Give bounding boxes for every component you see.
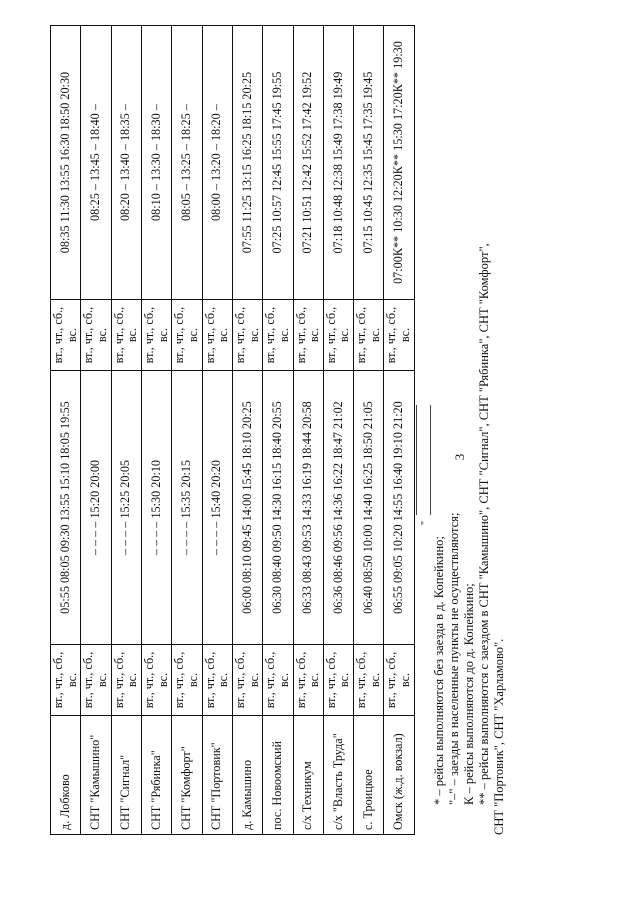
times-out-cell: 06:30 08:40 09:50 14:30 16:15 18:40 20:55	[263, 371, 293, 645]
times-out-cell: – – – – 15:35 20:15	[172, 371, 202, 645]
times-back-cell: 07:25 10:57 12:45 15:55 17:45 19:55	[263, 26, 293, 300]
table-row	[263, 26, 293, 835]
times-back-cell: 07:21 10:51 12:42 15:52 17:42 19:52	[293, 26, 323, 300]
times-back-cell: 08:25 – 13:45 – 18:40 –	[81, 26, 111, 300]
times-out-cell: 06:40 08:50 10:00 14:40 16:25 18:50 21:05	[354, 371, 384, 645]
days-back-cell: вт., чт., сб., вс.	[172, 300, 202, 371]
table-row	[323, 26, 353, 835]
days-out-cell: вт., чт., сб., вс.	[111, 645, 141, 716]
times-out-cell: – – – – 15:20 20:00	[81, 371, 111, 645]
table-row	[111, 26, 141, 835]
table-row	[384, 26, 414, 835]
table-row	[172, 26, 202, 835]
signature-quote-mark: "	[420, 520, 431, 525]
days-back-cell: вт., чт., сб., вс.	[384, 300, 414, 371]
days-back-cell: вт., чт., сб., вс.	[293, 300, 323, 371]
table-row	[232, 26, 262, 835]
times-out-cell: – – – – 15:30 20:10	[141, 371, 171, 645]
days-back-cell: вт., чт., сб., вс.	[81, 300, 111, 371]
table-row	[141, 26, 171, 835]
days-out-cell: вт., чт., сб., вс.	[202, 645, 232, 716]
timetable-body	[51, 26, 415, 835]
stop-name-cell: с. Троицкое	[354, 716, 384, 835]
times-out-cell: 06:33 08:43 09:53 14:33 16:19 18:44 20:58	[293, 371, 323, 645]
days-back-cell: вт., чт., сб., вс.	[141, 300, 171, 371]
stop-name-cell: СНТ "Портовик"	[202, 716, 232, 835]
footnote-line: "–" – заезды в населенные пункты не осуществляются;	[447, 512, 461, 805]
times-out-cell: – – – – 15:25 20:05	[111, 371, 141, 645]
days-back-cell: вт., чт., сб., вс.	[354, 300, 384, 371]
table-row	[354, 26, 384, 835]
times-back-cell: 08:00 – 13:20 – 18:20 –	[202, 26, 232, 300]
times-back-cell: 08:05 – 13:25 – 18:25 –	[172, 26, 202, 300]
signature-line	[430, 405, 431, 515]
days-out-cell: вт., чт., сб., вс.	[293, 645, 323, 716]
footnotes	[432, 15, 507, 835]
times-out-cell: 05:55 08:05 09:30 13:55 15:10 18:05 19:55	[51, 371, 81, 645]
footnote-line: К – рейсы выполняются до д. Копейкино;	[462, 583, 476, 805]
days-out-cell: вт., чт., сб., вс.	[81, 645, 111, 716]
stop-name-cell: д. Камышино	[232, 716, 262, 835]
days-back-cell: вт., чт., сб., вс.	[232, 300, 262, 371]
days-back-cell: вт., чт., сб., вс.	[51, 300, 81, 371]
days-out-cell: вт., чт., сб., вс.	[384, 645, 414, 716]
page-number: 3	[452, 453, 467, 461]
times-out-cell: 06:55 09:05 10:20 14:55 16:40 19:10 21:20	[384, 371, 414, 645]
signature-area	[412, 375, 432, 525]
table-row	[293, 26, 323, 835]
times-out-cell: 06:00 08:10 09:45 14:00 15:45 18:10 20:25	[232, 371, 262, 645]
stop-name-cell: с/х Техникум	[293, 716, 323, 835]
stop-name-cell: пос. Новоомский	[263, 716, 293, 835]
times-back-cell: 08:35 11:30 13:55 16:30 18:50 20:30	[51, 26, 81, 300]
days-out-cell: вт., чт., сб., вс.	[354, 645, 384, 716]
table-row	[202, 26, 232, 835]
days-out-cell: вт., чт., сб., вс.	[172, 645, 202, 716]
stop-name-cell: СНТ "Сигнал"	[111, 716, 141, 835]
times-out-cell: 06:36 08:46 09:56 14:36 16:22 18:47 21:02	[323, 371, 353, 645]
table-row	[51, 26, 81, 835]
stop-name-cell: д. Лобково	[51, 716, 81, 835]
table-row	[81, 26, 111, 835]
days-out-cell: вт., чт., сб., вс.	[232, 645, 262, 716]
times-back-cell: 08:10 – 13:30 – 18:30 –	[141, 26, 171, 300]
times-back-cell: 07:55 11:25 13:15 16:25 18:15 20:25	[232, 26, 262, 300]
signature-line	[416, 405, 417, 515]
days-out-cell: вт., чт., сб., вс.	[141, 645, 171, 716]
days-back-cell: вт., чт., сб., вс.	[263, 300, 293, 371]
footnote-line: СНТ "Портовик", СНТ "Харламово".	[492, 638, 506, 835]
stop-name-cell: СНТ "Рябинка"	[141, 716, 171, 835]
times-back-cell: 07:18 10:48 12:38 15:49 17:38 19:49	[323, 26, 353, 300]
days-out-cell: вт., чт., сб., вс.	[263, 645, 293, 716]
footnote-line: * – рейсы выполняются без заезда в д. Копейкино;	[432, 536, 446, 805]
times-out-cell: – – – – 15:40 20:20	[202, 371, 232, 645]
days-back-cell: вт., чт., сб., вс.	[111, 300, 141, 371]
stop-name-cell: СНТ "Камышино"	[81, 716, 111, 835]
footnote-line: ** – рейсы выполняются с заездом в СНТ "Камышино", СНТ "Сигнал", СНТ "Рябинка", СНТ "Комфорт",	[477, 243, 491, 805]
days-out-cell: вт., чт., сб., вс.	[51, 645, 81, 716]
times-back-cell: 08:20 – 13:40 – 18:35 –	[111, 26, 141, 300]
times-back-cell: 07:00К** 10:30 12:20К** 15:30 17:20К** 19:30	[384, 26, 414, 300]
stop-name-cell: СНТ "Комфорт"	[172, 716, 202, 835]
days-out-cell: вт., чт., сб., вс.	[323, 645, 353, 716]
bus-timetable	[50, 25, 415, 835]
stop-name-cell: с/х "Власть Труда"	[323, 716, 353, 835]
stop-name-cell: Омск (ж.д. вокзал)	[384, 716, 414, 835]
days-back-cell: вт., чт., сб., вс.	[202, 300, 232, 371]
days-back-cell: вт., чт., сб., вс.	[323, 300, 353, 371]
times-back-cell: 07:15 10:45 12:35 15:45 17:35 19:45	[354, 26, 384, 300]
